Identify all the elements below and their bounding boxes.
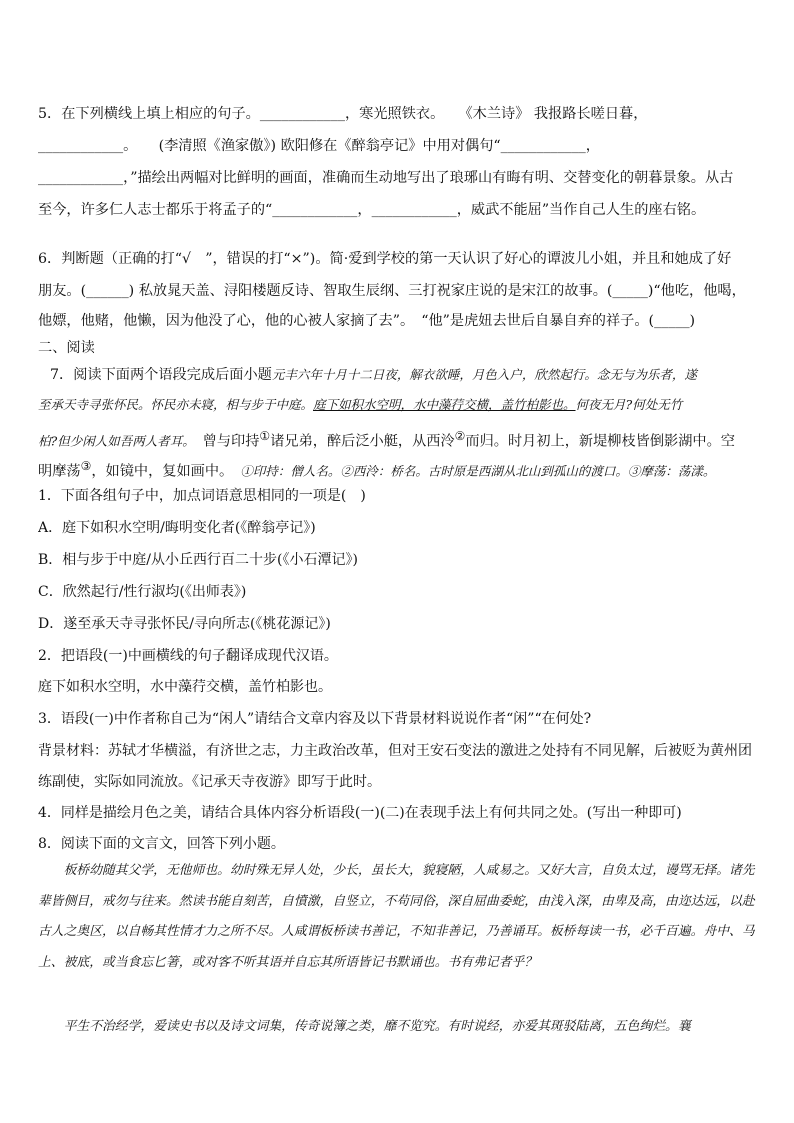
q7-passage2-part-d: 明摩荡 xyxy=(38,463,81,480)
q5-line-4: 至今，许多仁人志士都乐于将孟子的“____________，____________，威武不能屈”当作自己人生的座右铭。 xyxy=(38,202,706,218)
q7-subq-3: 3．语段(一)中作者称自己为“闲人”请结合文章内容及以下背景材料说说作者“闲”“在何处? xyxy=(38,711,592,727)
q7-background-line-1: 背景材料：苏轼才华横溢，有济世之志，力主政治改革，但对王安石变法的激进之处持有不同见解，后被贬为黄州团 xyxy=(38,743,752,759)
q6-line-3: 他嫖，他赌，他懒，因为他没了心，他的心被人家摘了去”。 “他”是虎妞去世后自暴自弃的祥子。(_____) xyxy=(38,313,696,329)
q7-intro-line xyxy=(50,359,760,391)
q5-line-3: ____________，”描绘出两幅对比鲜明的画面，准确而生动地写出了琅琊山有晦有明、交替变化的朝暮景象。从古 xyxy=(38,170,734,186)
q8-paragraph-2: 平生不治经学，爱读史书以及诗文词集，传奇说簿之类，靡不览究。有时说经，亦爱其斑驳陆离，五色绚烂。襄 xyxy=(63,1019,691,1034)
q7-notes: ①印持：僧人名。②西泠：桥名。古时原是西湖从北山到孤山的渡口。③摩荡：荡漾。 xyxy=(240,463,716,479)
q8-intro: 8．阅读下面的文言文，回答下列小题。 xyxy=(38,836,285,852)
q7-option-b: B．相与步于中庭/从小丘西行百二十步(《小石潭记》) xyxy=(38,552,358,568)
q7-passage2-part-c: 而归。时月初上，新堤柳枝皆倒影湖中。空 xyxy=(465,433,735,450)
q5-line-1: 5．在下列横线上填上相应的句子。____________，寒光照铁衣。 《木兰诗》 我报路长嗟日暮， xyxy=(38,106,648,122)
q7-passage1-part-b: 至承天寺寻张怀民。怀民亦未寝，相与步于中庭。 xyxy=(38,397,314,412)
section-title-reading: 二、阅读 xyxy=(38,340,95,356)
q7-underlined-sentence: 庭下如积水空明，水中藻荇交横，盖竹柏影也。 xyxy=(313,397,576,412)
q6-line-2: 朋友。(______) 私放晁天盖、浔阳楼题反诗、智取生辰纲、三打祝家庄说的是宋江的故事。(_____)“他吃，他喝， xyxy=(38,283,746,299)
q7-passage2-part-a: 曾与印持 xyxy=(202,433,260,450)
q6-line-1: 6．判断题（正确的打“√ ”，错误的打“×”)。简·爱到学校的第一天认识了好心的谭波儿小姐，并且和她成了好 xyxy=(38,251,732,267)
note-mark-2: ② xyxy=(454,429,466,443)
note-mark-1: ① xyxy=(259,429,271,443)
q7-passage1-part-d: 柏?但少闲人如吾两人者耳。 xyxy=(38,433,189,449)
q8-paragraph-1: 板桥幼随其父学，无他师也。幼时殊无异人处，少长，虽长大，貌寝陋，人咸易之。又好大言，自负太过，谩骂无择。诸先辈皆侧目，戒勿与往来。然读书能自刻苦，自憤激，自竖立，不苟同俗，深自屈曲委蛇，由浅入深，由卑及高，由迩达远，以赴古人之奥区，以自畅其性情才力之所不尽。人咸谓板桥读书善记，不知非善记，乃善诵耳。板桥每读一书，必千百遍。舟中、马上、被底，或当食忘匕箸，或对客不听其语并自忘其所语皆记书默诵也。书有弗记者乎？ xyxy=(38,863,755,970)
q5-line-2: ____________。 (李清照《渔家傲》) 欧阳修在《醉翁亭记》中用对偶句“____________， xyxy=(38,138,600,154)
q7-passage2-part-e: ，如镜中，复如画中。 xyxy=(91,463,227,480)
q7-option-a: A．庭下如积水空明/晦明变化者(《醉翁亭记》) xyxy=(38,520,316,536)
q7-passage-line-2 xyxy=(38,389,760,421)
q7-subq-2: 2．把语段(一)中画横线的句子翻译成现代汉语。 xyxy=(38,648,338,664)
q7-background-line-2: 练副使，实际如同流放。《记承天寺夜游》即写于此时。 xyxy=(38,774,381,790)
note-mark-3: ③ xyxy=(80,459,92,473)
q7-subq-1: 1．下面各组句子中，加点词语意思相同的一项是( ) xyxy=(38,488,366,504)
q7-intro: 7．阅读下面两个语段完成后面小题 xyxy=(50,367,272,383)
q7-passage2-part-b: 诸兄弟，醉后泛小艇，从西泠 xyxy=(270,433,455,450)
q7-subq-4: 4．同样是描绘月色之美，请结合具体内容分析语段(一)(二)在表现手法上有何共同之处。(写出一种即可) xyxy=(38,805,682,821)
q7-option-d: D．遂至承天寺寻张怀民/寻向所志(《桃花源记》) xyxy=(38,616,331,632)
q7-subq-2-sentence: 庭下如积水空明，水中藻荇交横，盖竹柏影也。 xyxy=(38,679,332,695)
q7-passage1-part-a: 元丰六年十月十二日夜，解衣欲睡，月色入户，欣然起行。念无与为乐者，遂 xyxy=(271,367,697,382)
q7-passage1-part-c: 何夜无月?何处无竹 xyxy=(575,397,683,412)
q7-option-c: C．欣然起行/性行淑均(《出师表》) xyxy=(38,584,247,600)
